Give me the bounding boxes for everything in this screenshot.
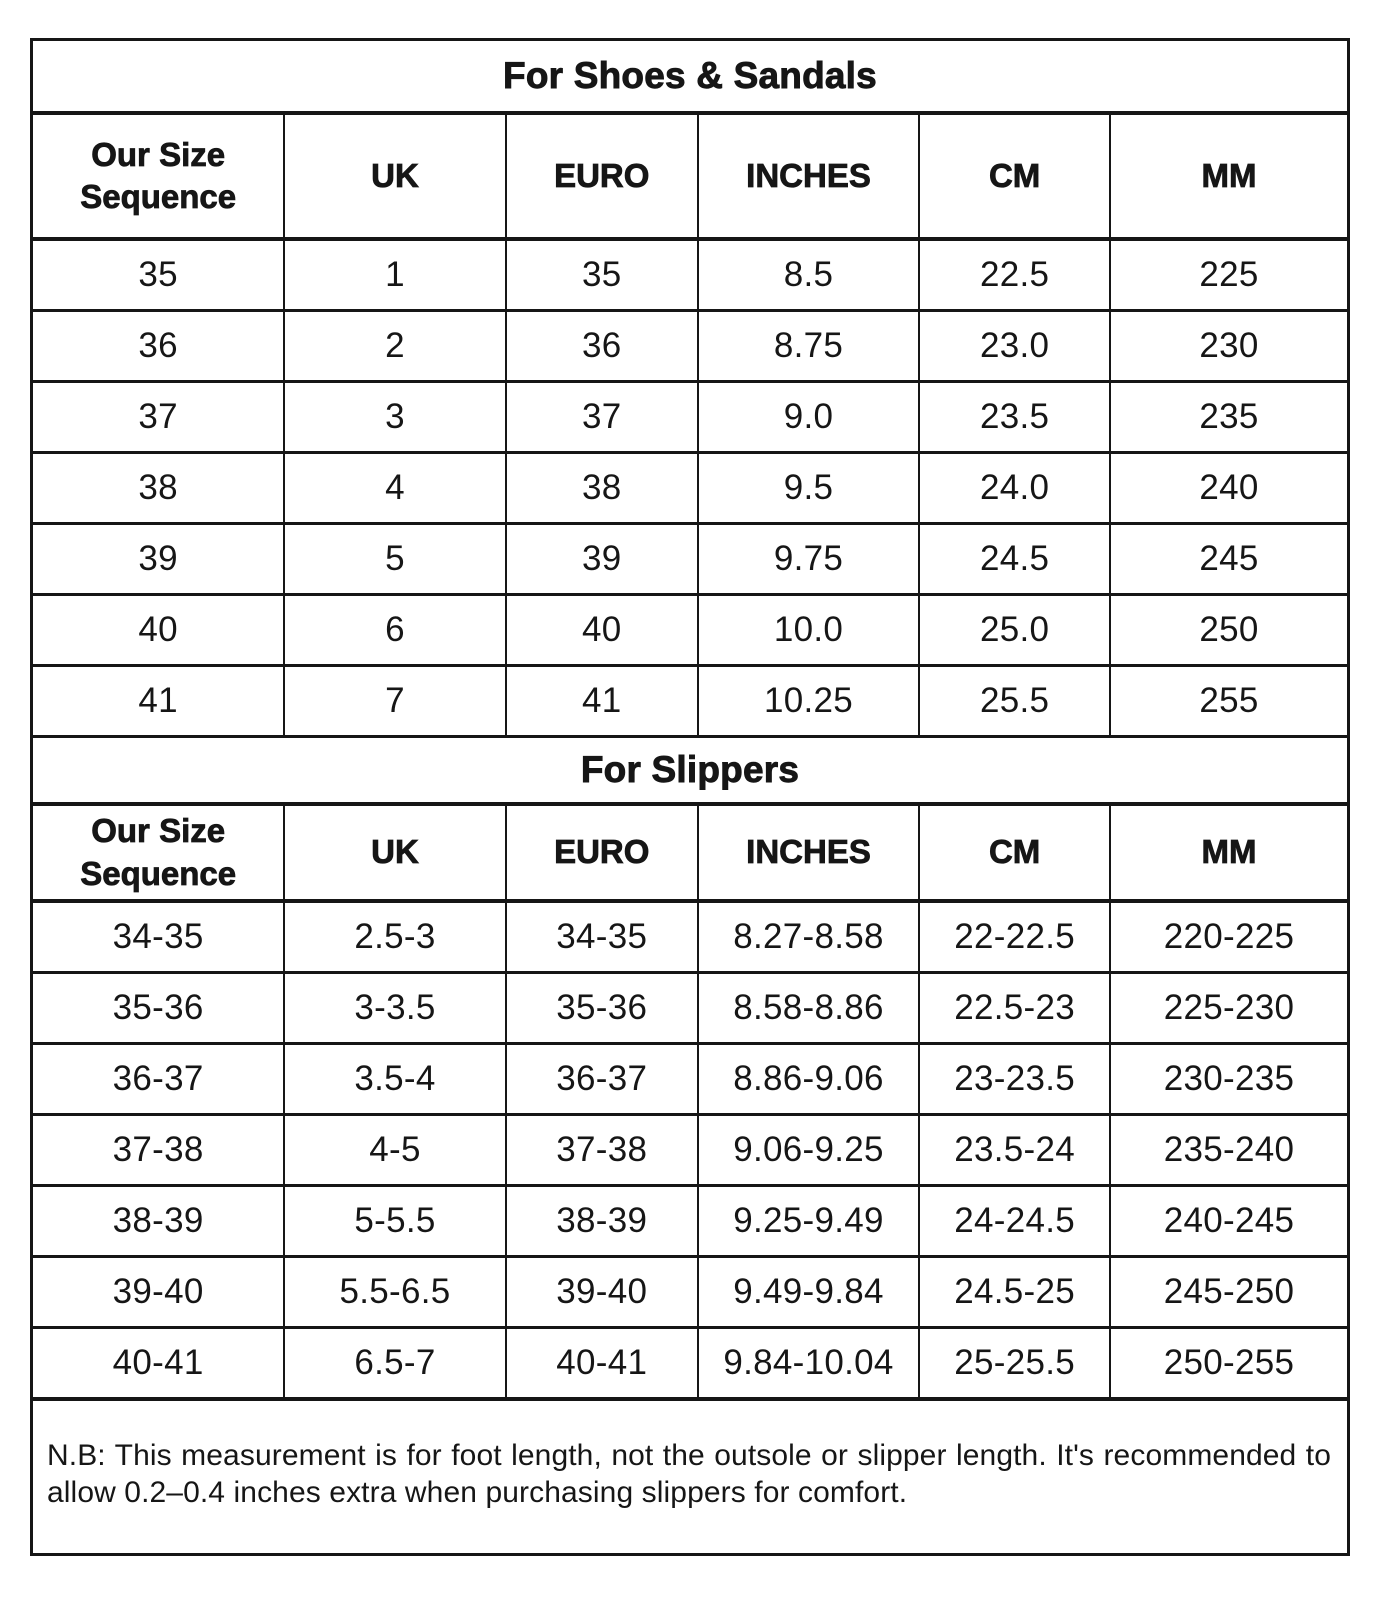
table-row (32, 1115, 1349, 1186)
table-cell: 39 (32, 524, 285, 595)
table-cell: 39-40 (506, 1257, 698, 1328)
shoes-column-header-uk: UK (284, 113, 505, 239)
table-cell: 4-5 (284, 1115, 505, 1186)
slippers-column-header-mm: MM (1110, 804, 1348, 901)
table-cell: 23.0 (919, 311, 1110, 382)
slippers-header-row (32, 804, 1349, 901)
table-cell: 235 (1110, 382, 1348, 453)
slippers-column-header-inches: INCHES (698, 804, 919, 901)
note-row (32, 1399, 1349, 1555)
table-cell: 37-38 (506, 1115, 698, 1186)
table-cell: 230-235 (1110, 1044, 1348, 1115)
slippers-section-title: For Slippers (32, 737, 1349, 805)
table-cell: 38-39 (32, 1186, 285, 1257)
slippers-column-header-uk: UK (284, 804, 505, 901)
table-cell: 7 (284, 666, 505, 737)
table-cell: 35-36 (506, 973, 698, 1044)
slippers-section-title-row (32, 737, 1349, 805)
table-row (32, 382, 1349, 453)
table-cell: 41 (506, 666, 698, 737)
table-row (32, 311, 1349, 382)
table-cell: 8.27-8.58 (698, 901, 919, 973)
table-cell: 39-40 (32, 1257, 285, 1328)
table-cell: 34-35 (32, 901, 285, 973)
table-cell: 9.5 (698, 453, 919, 524)
slippers-column-header-euro: EURO (506, 804, 698, 901)
slippers-column-header-size-sequence: Our Size Sequence (32, 804, 285, 901)
table-cell: 255 (1110, 666, 1348, 737)
table-cell: 2 (284, 311, 505, 382)
shoes-header-row (32, 113, 1349, 239)
table-row (32, 1257, 1349, 1328)
table-cell: 25.5 (919, 666, 1110, 737)
size-chart-table (30, 38, 1350, 1556)
table-cell: 40-41 (506, 1328, 698, 1400)
table-cell: 25-25.5 (919, 1328, 1110, 1400)
table-cell: 40-41 (32, 1328, 285, 1400)
table-cell: 22.5 (919, 239, 1110, 311)
table-cell: 240 (1110, 453, 1348, 524)
table-cell: 8.75 (698, 311, 919, 382)
table-cell: 5 (284, 524, 505, 595)
table-cell: 10.0 (698, 595, 919, 666)
table-row (32, 973, 1349, 1044)
table-cell: 24.0 (919, 453, 1110, 524)
table-cell: 38 (506, 453, 698, 524)
table-cell: 36-37 (32, 1044, 285, 1115)
table-cell: 245-250 (1110, 1257, 1348, 1328)
note-text: N.B: This measurement is for foot length, not the outsole or slipper length. It's recommended to allow 0.2–0.4 inches extra when purchasing slippers for comfort. (32, 1399, 1349, 1555)
table-cell: 235-240 (1110, 1115, 1348, 1186)
table-cell: 6.5-7 (284, 1328, 505, 1400)
table-cell: 220-225 (1110, 901, 1348, 973)
table-cell: 4 (284, 453, 505, 524)
table-cell: 3-3.5 (284, 973, 505, 1044)
table-cell: 24.5 (919, 524, 1110, 595)
table-cell: 3.5-4 (284, 1044, 505, 1115)
table-cell: 39 (506, 524, 698, 595)
shoes-column-header-mm: MM (1110, 113, 1348, 239)
table-cell: 5.5-6.5 (284, 1257, 505, 1328)
shoes-section-title: For Shoes & Sandals (32, 40, 1349, 114)
table-cell: 10.25 (698, 666, 919, 737)
table-cell: 245 (1110, 524, 1348, 595)
table-row (32, 666, 1349, 737)
table-cell: 40 (32, 595, 285, 666)
table-cell: 35 (506, 239, 698, 311)
table-cell: 9.84-10.04 (698, 1328, 919, 1400)
table-cell: 9.25-9.49 (698, 1186, 919, 1257)
table-cell: 25.0 (919, 595, 1110, 666)
table-cell: 22.5-23 (919, 973, 1110, 1044)
table-cell: 23.5 (919, 382, 1110, 453)
table-cell: 34-35 (506, 901, 698, 973)
table-cell: 6 (284, 595, 505, 666)
table-cell: 23.5-24 (919, 1115, 1110, 1186)
table-cell: 37 (506, 382, 698, 453)
table-row (32, 1328, 1349, 1400)
table-cell: 230 (1110, 311, 1348, 382)
table-cell: 40 (506, 595, 698, 666)
table-row (32, 1044, 1349, 1115)
table-cell: 23-23.5 (919, 1044, 1110, 1115)
table-cell: 36-37 (506, 1044, 698, 1115)
table-cell: 5-5.5 (284, 1186, 505, 1257)
table-cell: 9.06-9.25 (698, 1115, 919, 1186)
shoes-column-header-cm: CM (919, 113, 1110, 239)
table-cell: 38-39 (506, 1186, 698, 1257)
slippers-column-header-cm: CM (919, 804, 1110, 901)
table-cell: 9.0 (698, 382, 919, 453)
table-cell: 9.49-9.84 (698, 1257, 919, 1328)
table-cell: 36 (506, 311, 698, 382)
shoes-column-header-euro: EURO (506, 113, 698, 239)
table-cell: 35-36 (32, 973, 285, 1044)
table-cell: 8.5 (698, 239, 919, 311)
table-cell: 37-38 (32, 1115, 285, 1186)
table-row (32, 524, 1349, 595)
table-cell: 8.58-8.86 (698, 973, 919, 1044)
table-cell: 250 (1110, 595, 1348, 666)
table-cell: 2.5-3 (284, 901, 505, 973)
table-row (32, 453, 1349, 524)
table-cell: 36 (32, 311, 285, 382)
table-cell: 3 (284, 382, 505, 453)
table-cell: 250-255 (1110, 1328, 1348, 1400)
table-row (32, 595, 1349, 666)
table-cell: 225 (1110, 239, 1348, 311)
table-cell: 41 (32, 666, 285, 737)
table-cell: 35 (32, 239, 285, 311)
table-cell: 24.5-25 (919, 1257, 1110, 1328)
table-row (32, 239, 1349, 311)
table-cell: 240-245 (1110, 1186, 1348, 1257)
table-cell: 37 (32, 382, 285, 453)
table-row (32, 901, 1349, 973)
shoes-column-header-inches: INCHES (698, 113, 919, 239)
shoes-column-header-size-sequence: Our Size Sequence (32, 113, 285, 239)
table-cell: 38 (32, 453, 285, 524)
shoes-section-title-row (32, 40, 1349, 114)
table-cell: 24-24.5 (919, 1186, 1110, 1257)
table-cell: 9.75 (698, 524, 919, 595)
table-cell: 225-230 (1110, 973, 1348, 1044)
table-cell: 8.86-9.06 (698, 1044, 919, 1115)
table-row (32, 1186, 1349, 1257)
table-cell: 22-22.5 (919, 901, 1110, 973)
table-cell: 1 (284, 239, 505, 311)
